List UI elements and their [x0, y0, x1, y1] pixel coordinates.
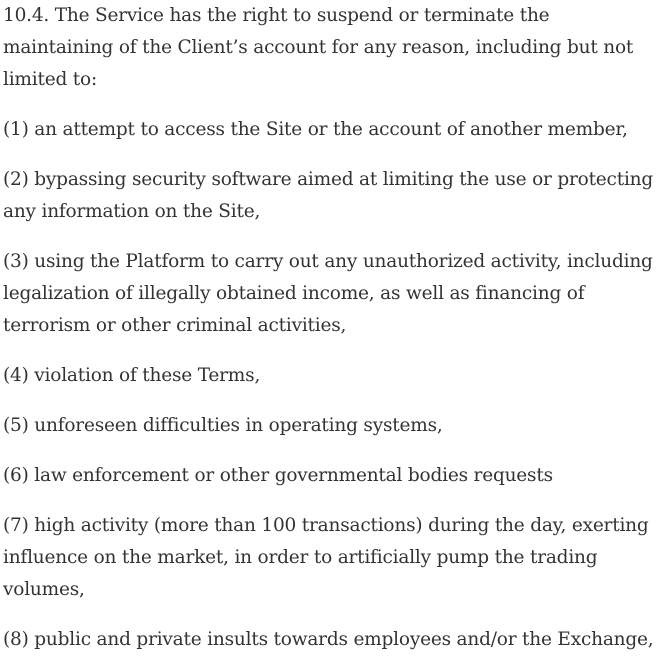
terms-section — [3, 0, 655, 656]
clause-10-4-intro: 10.4. The Service has the right to suspend or terminate the maintaining of the Client’s account for any reason, including but not limited to: — [3, 5, 634, 90]
list-item: (8) public and private insults towards employees and/or the Exchange, — [3, 629, 654, 650]
list-item: (5) unforeseen difficulties in operating systems, — [3, 415, 443, 436]
list-item: (3) using the Platform to carry out any unauthorized activity, including legalization of illegally obtained income, as well as financing of terrorism or other criminal activities, — [3, 251, 653, 336]
list-item: (7) high activity (more than 100 transactions) during the day, exerting influence on the market, in order to artificially pump the trading volumes, — [3, 515, 649, 600]
list-item: (6) law enforcement or other governmental bodies requests — [3, 465, 553, 486]
list-item: (2) bypassing security software aimed at limiting the use or protecting any information on the Site, — [3, 169, 654, 222]
list-item: (4) violation of these Terms, — [3, 365, 261, 386]
list-item: (1) an attempt to access the Site or the account of another member, — [3, 119, 628, 140]
